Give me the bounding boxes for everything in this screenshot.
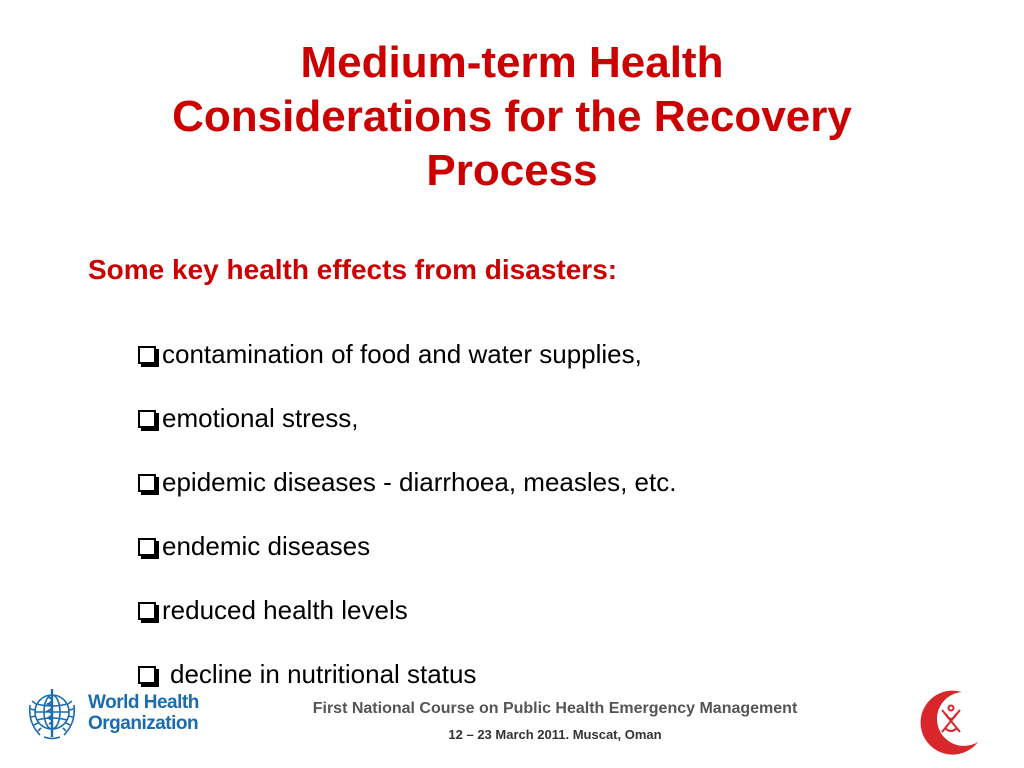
title-line-1: Medium-term Health xyxy=(300,38,724,87)
list-item xyxy=(138,578,676,642)
title-line-2: Considerations for the Recovery xyxy=(172,92,852,141)
footer-dates: 12 – 23 March 2011. Muscat, Oman xyxy=(448,727,662,742)
bullet-text: endemic diseases xyxy=(162,531,371,561)
bullet-text: decline in nutritional status xyxy=(170,659,477,689)
list-item xyxy=(138,514,676,578)
bullet-list xyxy=(138,322,676,706)
who-text-line-1: World Health xyxy=(88,692,199,713)
list-item xyxy=(138,386,676,450)
list-item xyxy=(138,450,676,514)
checkbox-bullet-icon xyxy=(138,602,156,620)
bullet-text: reduced health levels xyxy=(162,595,408,625)
who-emblem-icon xyxy=(22,683,82,743)
bullet-text: epidemic diseases - diarrhoea, measles, etc. xyxy=(162,467,677,497)
bullet-text: emotional stress, xyxy=(162,403,359,433)
checkbox-bullet-icon xyxy=(138,538,156,556)
checkbox-bullet-icon xyxy=(138,474,156,492)
bullet-text: contamination of food and water supplies, xyxy=(162,339,642,369)
red-crescent-emblem-icon xyxy=(912,684,988,760)
title-line-3: Process xyxy=(426,146,598,195)
slide-title xyxy=(60,36,964,198)
who-logo xyxy=(22,680,222,746)
who-wordmark xyxy=(88,692,199,734)
checkbox-bullet-icon xyxy=(138,346,156,364)
list-item xyxy=(138,322,676,386)
footer-course-title: First National Course on Public Health Emergency Management xyxy=(312,700,798,717)
slide-subtitle: Some key health effects from disasters: xyxy=(88,254,618,285)
who-text-line-2: Organization xyxy=(88,713,199,734)
checkbox-bullet-icon xyxy=(138,410,156,428)
